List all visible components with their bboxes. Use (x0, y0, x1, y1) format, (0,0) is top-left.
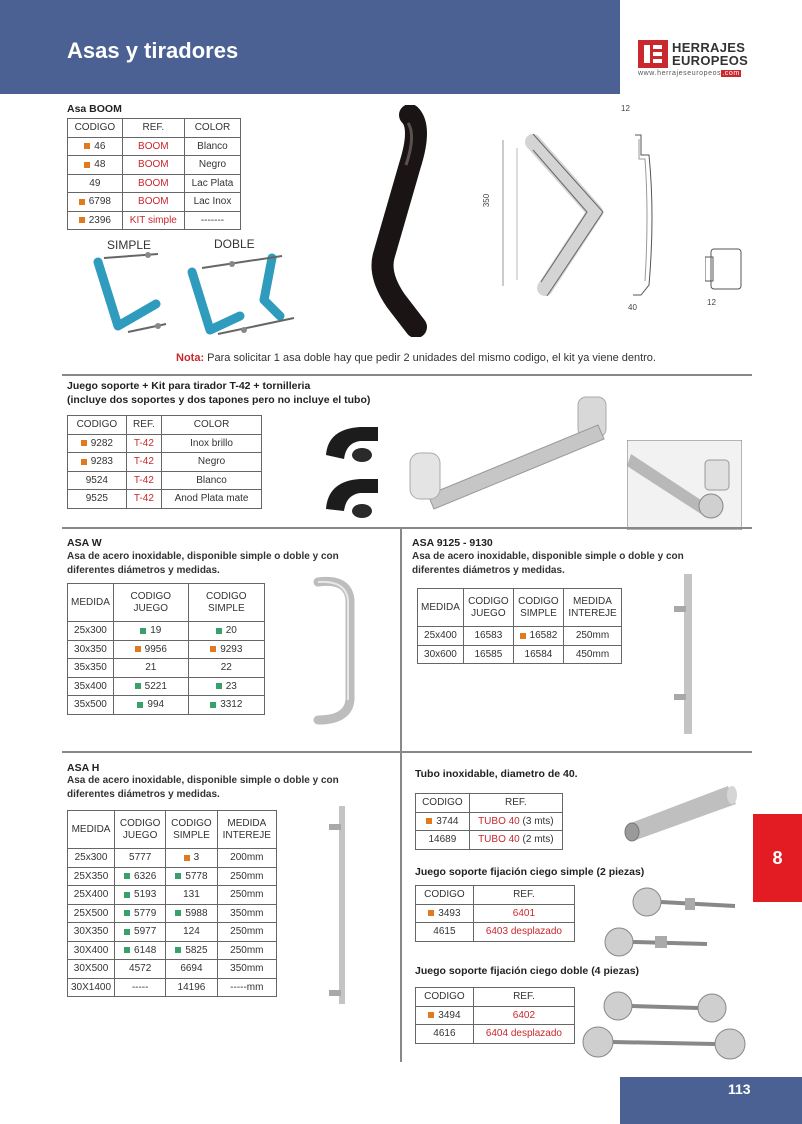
doble-soporte-image (580, 990, 750, 1066)
table-row (68, 471, 262, 490)
stock-mark-icon (135, 683, 141, 689)
asah-handle-image (325, 800, 355, 1010)
divider (400, 752, 402, 1062)
ref-cell: 6404 desplazado (473, 1025, 574, 1044)
juego-cell: 6148 (115, 941, 166, 960)
ref-cell: T-42 (126, 453, 161, 472)
table-row (68, 978, 277, 997)
asa9125-table (417, 588, 622, 664)
medida-cell: 25x300 (68, 622, 114, 641)
asa9125-title: ASA 9125 - 9130 (412, 537, 493, 549)
col-header: REF. (473, 988, 574, 1007)
stock-mark-icon (175, 910, 181, 916)
col-header: COLOR (162, 416, 262, 435)
boom-dimension-drawing (495, 120, 620, 310)
stock-mark-icon (175, 947, 181, 953)
simple-cell: 5778 (166, 867, 217, 886)
table-row (68, 923, 277, 942)
table-header-row (68, 119, 241, 138)
asa9125-table-body (418, 627, 622, 664)
juego-cell: ----- (115, 978, 166, 997)
col-header: CODIGO SIMPLE (188, 584, 264, 622)
asa9125-handle-image (672, 570, 702, 740)
table-row (68, 490, 262, 509)
simple-cell: 3 (166, 849, 217, 868)
stock-mark-icon (216, 683, 222, 689)
table-row (68, 941, 277, 960)
medida-cell: 25x400 (418, 627, 464, 646)
color-cell: Blanco (162, 471, 262, 490)
code-cell: 9525 (68, 490, 127, 509)
juego-cell: 5193 (115, 886, 166, 905)
logo-line2: EUROPEOS (672, 53, 749, 68)
juego-cell: 16583 (463, 627, 513, 646)
boom-simple-kit-image (88, 250, 168, 346)
intereje-cell: 250mm (217, 941, 276, 960)
medida-cell: 35x350 (68, 659, 114, 678)
col-header: MEDIDA (418, 589, 464, 627)
t42-assembled-image (408, 395, 620, 525)
divider (62, 374, 752, 376)
code-cell: 3744 (416, 812, 470, 831)
table-row (416, 831, 563, 850)
intereje-cell: 250mm (217, 886, 276, 905)
table-row (68, 193, 241, 212)
table-row (68, 137, 241, 156)
stock-mark-icon (84, 143, 90, 149)
boom-black-handle-image (370, 105, 450, 337)
col-header: CODIGO (68, 119, 123, 138)
chapter-tab: 8 (753, 814, 802, 902)
code-cell: 2396 (68, 211, 123, 230)
ref-cell: 6403 desplazado (473, 923, 574, 942)
col-header: MEDIDA INTEREJE (217, 811, 276, 849)
col-header: CODIGO JUEGO (113, 584, 188, 622)
stock-mark-icon (124, 873, 130, 879)
table-header-row (68, 416, 262, 435)
tubo-table (415, 793, 563, 850)
boom-end-view (705, 245, 745, 295)
table-row (68, 696, 265, 715)
table-row (68, 622, 265, 641)
ref-cell: BOOM (122, 174, 184, 193)
col-header: REF. (122, 119, 184, 138)
table-row (68, 886, 277, 905)
ref-cell: BOOM (122, 193, 184, 212)
simple-label: SIMPLE (107, 238, 152, 252)
color-cell: Lac Inox (184, 193, 240, 212)
col-header: CODIGO SIMPLE (513, 589, 563, 627)
table-row (68, 174, 241, 193)
medida-cell: 30X500 (68, 960, 115, 979)
stock-mark-icon (426, 818, 432, 824)
color-cell: ------- (184, 211, 240, 230)
juego-cell: 5977 (115, 923, 166, 942)
code-cell: 9283 (68, 453, 127, 472)
code-cell: 48 (68, 156, 123, 175)
dim-12-bottom: 12 (707, 298, 716, 307)
col-header: CODIGO (416, 794, 470, 813)
code-cell: 46 (68, 137, 123, 156)
color-cell: Blanco (184, 137, 240, 156)
stock-mark-icon (428, 910, 434, 916)
intereje-cell: 250mm (217, 923, 276, 942)
intereje-cell: 250mm (217, 867, 276, 886)
medida-cell: 30X400 (68, 941, 115, 960)
table-row (416, 1025, 575, 1044)
logo-url: www.herrajeseuropeos.com (638, 70, 740, 77)
simple-cell: 131 (166, 886, 217, 905)
stock-mark-icon (81, 459, 87, 465)
page-title: Asas y tiradores (67, 38, 239, 63)
doble-soporte-table-body (416, 1006, 575, 1043)
table-row (68, 960, 277, 979)
medida-cell: 30x350 (68, 640, 114, 659)
medida-cell: 30X1400 (68, 978, 115, 997)
asaw-table (67, 583, 265, 715)
simple-cell: 5988 (166, 904, 217, 923)
ref-cell: 6402 (473, 1006, 574, 1025)
stock-mark-icon (210, 646, 216, 652)
ref-cell: T-42 (126, 434, 161, 453)
t42-detail-image (627, 440, 742, 530)
code-cell: 6798 (68, 193, 123, 212)
col-header: MEDIDA (68, 584, 114, 622)
asah-table (67, 810, 277, 997)
stock-mark-icon (135, 646, 141, 652)
table-row (68, 434, 262, 453)
tubo-title: Tubo inoxidable, diametro de 40. (415, 768, 578, 780)
col-header: MEDIDA INTEREJE (563, 589, 621, 627)
simple-soporte-table (415, 885, 575, 942)
ref-cell: KIT simple (122, 211, 184, 230)
stock-mark-icon (124, 910, 130, 916)
table-header-row (418, 589, 622, 627)
table-row (416, 904, 575, 923)
juego-cell: 16585 (463, 645, 513, 664)
asah-table-body (68, 849, 277, 997)
table-header-row (416, 886, 575, 905)
juego-cell: 5777 (115, 849, 166, 868)
juego-cell: 4572 (115, 960, 166, 979)
medida-cell: 35x400 (68, 677, 114, 696)
table-row (68, 904, 277, 923)
intereje-cell: -----mm (217, 978, 276, 997)
code-cell: 4615 (416, 923, 474, 942)
simple-soporte-title: Juego soporte fijación ciego simple (2 piezas) (415, 866, 645, 878)
stock-mark-icon (124, 947, 130, 953)
simple-cell: 16582 (513, 627, 563, 646)
boom-table-body (68, 137, 241, 230)
boom-side-profile (625, 125, 665, 305)
stock-mark-icon (84, 162, 90, 168)
medida-cell: 25x300 (68, 849, 115, 868)
logo-line1: HERRAJES (672, 40, 746, 55)
simple-cell: 16584 (513, 645, 563, 664)
color-cell: Negro (184, 156, 240, 175)
medida-cell: 35x500 (68, 696, 114, 715)
table-row (416, 812, 563, 831)
juego-cell: 5779 (115, 904, 166, 923)
table-row (68, 156, 241, 175)
ref-cell: T-42 (126, 490, 161, 509)
boom-title: Asa BOOM (67, 103, 122, 115)
asah-subtitle: Asa de acero inoxidable, disponible simple o doble y con diferentes diámetros y medidas. (67, 775, 339, 800)
simple-cell: 14196 (166, 978, 217, 997)
table-row (68, 677, 265, 696)
code-cell: 49 (68, 174, 123, 193)
table-row (68, 659, 265, 678)
medida-cell: 25X350 (68, 867, 115, 886)
medida-cell: 30X350 (68, 923, 115, 942)
tubo-image (620, 778, 742, 844)
col-header: REF. (473, 886, 574, 905)
table-row (68, 849, 277, 868)
col-header: REF. (469, 794, 562, 813)
stock-mark-icon (216, 628, 222, 634)
simple-cell: 124 (166, 923, 217, 942)
asa9125-subtitle: Asa de acero inoxidable, disponible simple o doble y con diferentes diámetros y medidas. (412, 551, 684, 576)
stock-mark-icon (137, 702, 143, 708)
ref-cell: BOOM (122, 137, 184, 156)
dim-12-top: 12 (621, 104, 630, 113)
table-row (68, 453, 262, 472)
divider (62, 527, 752, 529)
page-number: 113 (620, 1077, 802, 1124)
col-header: CODIGO (416, 988, 474, 1007)
col-header: CODIGO (416, 886, 474, 905)
code-cell: 14689 (416, 831, 470, 850)
simple-soporte-image (595, 886, 745, 966)
juego-table (67, 415, 262, 509)
doble-soporte-title: Juego soporte fijación ciego doble (4 piezas) (415, 965, 640, 977)
stock-mark-icon (79, 199, 85, 205)
simple-cell: 23 (188, 677, 264, 696)
stock-mark-icon (184, 855, 190, 861)
medida-cell: 30x600 (418, 645, 464, 664)
juego-cell: 21 (113, 659, 188, 678)
juego-table-body (68, 434, 262, 508)
table-header-row (416, 988, 575, 1007)
doble-soporte-table (415, 987, 575, 1044)
juego-cell: 9956 (113, 640, 188, 659)
code-cell: 3493 (416, 904, 474, 923)
col-header: CODIGO SIMPLE (166, 811, 217, 849)
stock-mark-icon (428, 1012, 434, 1018)
simple-cell: 5825 (166, 941, 217, 960)
color-cell: Negro (162, 453, 262, 472)
col-header: MEDIDA (68, 811, 115, 849)
divider (400, 528, 402, 752)
asaw-handle-image (308, 570, 368, 730)
table-row (416, 1006, 575, 1025)
intereje-cell: 350mm (217, 904, 276, 923)
code-cell: 3494 (416, 1006, 474, 1025)
t42-black-support-image (320, 415, 390, 525)
asaw-table-body (68, 622, 265, 715)
intereje-cell: 250mm (563, 627, 621, 646)
doble-label: DOBLE (214, 237, 255, 251)
col-header: CODIGO (68, 416, 127, 435)
stock-mark-icon (79, 217, 85, 223)
table-row (418, 627, 622, 646)
table-header-row (416, 794, 563, 813)
simple-cell: 3312 (188, 696, 264, 715)
color-cell: Inox brillo (162, 434, 262, 453)
code-cell: 4616 (416, 1025, 474, 1044)
stock-mark-icon (210, 702, 216, 708)
juego-cell: 19 (113, 622, 188, 641)
juego-cell: 6326 (115, 867, 166, 886)
brand-logo (638, 40, 756, 80)
asaw-title: ASA W (67, 537, 102, 549)
medida-cell: 25X400 (68, 886, 115, 905)
table-header-row (68, 584, 265, 622)
stock-mark-icon (124, 929, 130, 935)
simple-cell: 6694 (166, 960, 217, 979)
col-header: CODIGO JUEGO (115, 811, 166, 849)
juego-cell: 994 (113, 696, 188, 715)
code-cell: 9524 (68, 471, 127, 490)
stock-mark-icon (140, 628, 146, 634)
stock-mark-icon (520, 633, 526, 639)
intereje-cell: 200mm (217, 849, 276, 868)
stock-mark-icon (124, 892, 130, 898)
stock-mark-icon (175, 873, 181, 879)
col-header: CODIGO JUEGO (463, 589, 513, 627)
boom-note: Nota: Para solicitar 1 asa doble hay que pedir 2 unidades del mismo codigo, el kit ya viene dentro. (176, 352, 656, 364)
divider (62, 751, 752, 753)
ref-cell: 6401 (473, 904, 574, 923)
tubo-table-body (416, 812, 563, 849)
table-header-row (68, 811, 277, 849)
code-cell: 9282 (68, 434, 127, 453)
simple-cell: 9293 (188, 640, 264, 659)
table-row (416, 923, 575, 942)
ref-cell: TUBO 40 (2 mts) (469, 831, 562, 850)
simple-cell: 20 (188, 622, 264, 641)
dim-350: 350 (482, 193, 492, 208)
ref-cell: T-42 (126, 471, 161, 490)
asah-title: ASA H (67, 762, 100, 774)
simple-cell: 22 (188, 659, 264, 678)
table-row (68, 211, 241, 230)
table-row (68, 640, 265, 659)
juego-cell: 5221 (113, 677, 188, 696)
dim-40: 40 (628, 303, 637, 312)
boom-doble-kit-image (182, 250, 300, 346)
boom-table (67, 118, 241, 230)
ref-cell: TUBO 40 (3 mts) (469, 812, 562, 831)
stock-mark-icon (81, 440, 87, 446)
color-cell: Lac Plata (184, 174, 240, 193)
table-row (68, 867, 277, 886)
table-row (418, 645, 622, 664)
color-cell: Anod Plata mate (162, 490, 262, 509)
col-header: COLOR (184, 119, 240, 138)
intereje-cell: 450mm (563, 645, 621, 664)
simple-soporte-table-body (416, 904, 575, 941)
juego-title: Juego soporte + Kit para tirador T-42 + tornilleria (incluye dos soportes y dos tapones pero no incluye el tubo) (67, 380, 371, 406)
logo-icon (638, 40, 668, 68)
intereje-cell: 350mm (217, 960, 276, 979)
medida-cell: 25X500 (68, 904, 115, 923)
asaw-subtitle: Asa de acero inoxidable, disponible simple o doble y con diferentes diámetros y medidas. (67, 551, 339, 576)
col-header: REF. (126, 416, 161, 435)
ref-cell: BOOM (122, 156, 184, 175)
